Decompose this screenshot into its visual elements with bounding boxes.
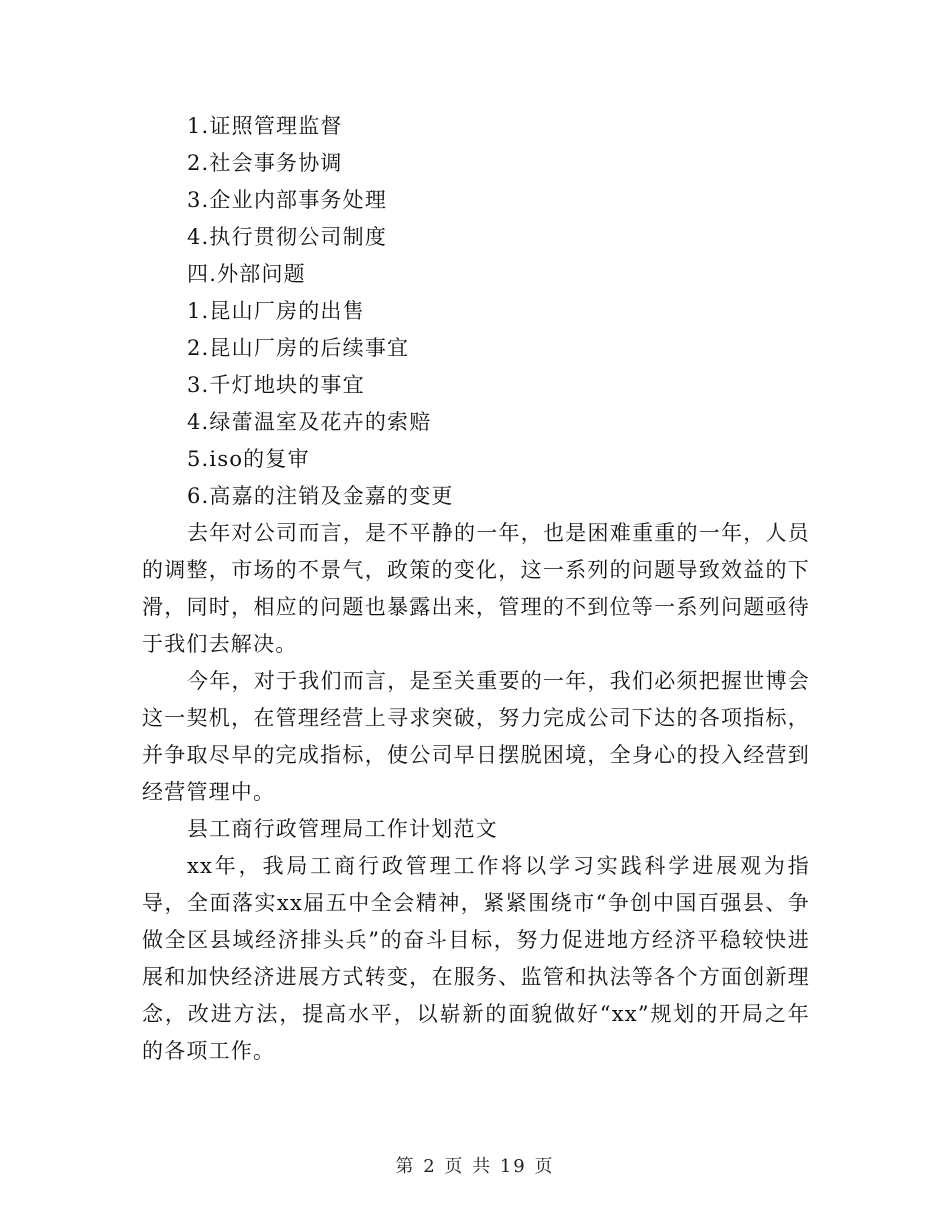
paragraph-last-year: 去年对公司而言，是不平静的一年，也是困难重重的一年，人员的调整，市场的不景气，政策的变化，这一系列的问题导致效益的下滑，同时，相应的问题也暴露出来，管理的不到位等一系列问题亟待于我们去解决。 (142, 521, 810, 656)
section-heading: 四.外部问题 (187, 262, 306, 286)
article-title: 县工商行政管理局工作计划范文 (187, 817, 498, 841)
list-item: 3.企业内部事务处理 (187, 188, 388, 212)
list-item: 4.执行贯彻公司制度 (187, 225, 388, 249)
list-item: 1.昆山厂房的出售 (187, 299, 365, 323)
paragraph-work-plan: xx年，我局工商行政管理工作将以学习实践科学进展观为指导，全面落实xx届五中全会精神，紧紧围绕市“争创中国百强县、争做全区县域经济排头兵”的奋斗目标，努力促进地方经济平稳较快进展和加快经济进展方式转变，在服务、监管和执法等各个方面创新理念，改进方法，提高水平，以崭新的面貌做好“xx”规划的开局之年的各项工作。 (142, 854, 810, 1063)
list-item: 5.iso的复审 (187, 447, 310, 471)
list-item: 4.绿蕾温室及花卉的索赔 (187, 410, 432, 434)
page-number-footer: 第 2 页 共 19 页 (395, 1156, 555, 1177)
paragraph-this-year: 今年，对于我们而言，是至关重要的一年，我们必须把握世博会这一契机，在管理经营上寻求突破，努力完成公司下达的各项指标，并争取尽早的完成指标，使公司早日摆脱困境，全身心的投入经营到经营管理中。 (142, 669, 810, 804)
list-item: 3.千灯地块的事宜 (187, 373, 365, 397)
list-item: 2.昆山厂房的后续事宜 (187, 336, 410, 360)
list-item: 1.证照管理监督 (187, 114, 343, 138)
list-item: 6.高嘉的注销及金嘉的变更 (187, 484, 454, 508)
list-item: 2.社会事务协调 (187, 151, 343, 175)
